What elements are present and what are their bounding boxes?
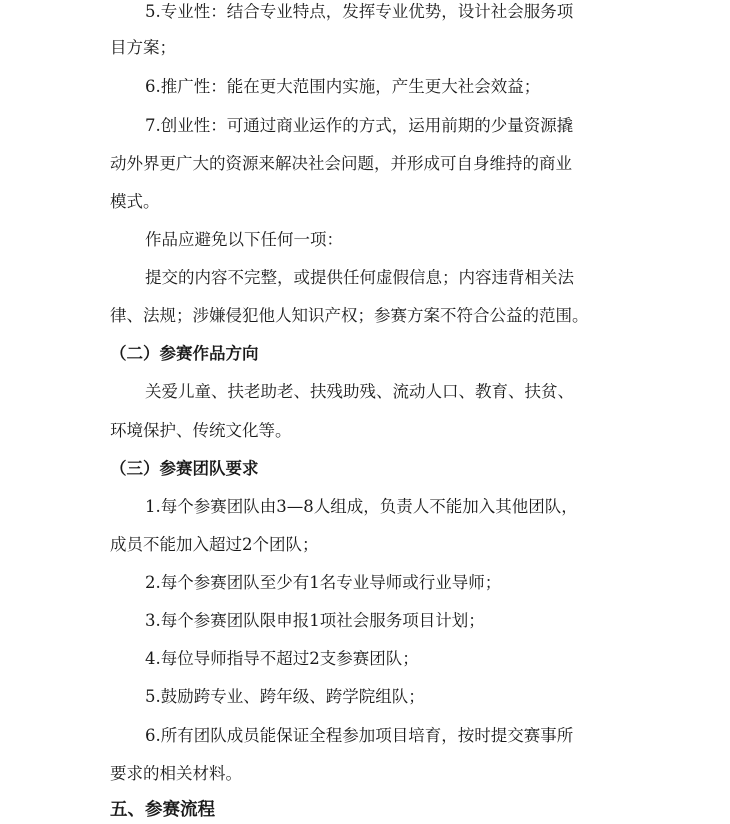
- criterion-7-line-1: 7.创业性：可通过商业运作的方式，运用前期的少量资源撬: [145, 116, 574, 135]
- criterion-6: 6.推广性：能在更大范围内实施，产生更大社会效益；: [145, 77, 541, 96]
- avoid-line-2: 律、法规；涉嫌侵犯他人知识产权；参赛方案不符合公益的范围。: [110, 306, 589, 325]
- criterion-7-line-2: 动外界更广大的资源来解决社会问题，并形成可自身维持的商业: [110, 154, 572, 173]
- section-2-heading: （二）参赛作品方向: [110, 344, 259, 363]
- criterion-5-line-1: 5.专业性：结合专业特点，发挥专业优势，设计社会服务项: [145, 2, 574, 21]
- criterion-7-line-3: 模式。: [110, 192, 160, 211]
- requirement-6-line-2: 要求的相关材料。: [110, 764, 242, 783]
- requirement-3: 3.每个参赛团队限申报1项社会服务项目计划；: [145, 611, 485, 630]
- direction-line-1: 关爱儿童、扶老助老、扶残助残、流动人口、教育、扶贫、: [145, 382, 574, 401]
- requirement-2: 2.每个参赛团队至少有1名专业导师或行业导师；: [145, 573, 502, 592]
- avoid-heading: 作品应避免以下任何一项：: [145, 230, 343, 249]
- direction-line-2: 环境保护、传统文化等。: [110, 421, 292, 440]
- requirement-1-line-2: 成员不能加入超过2个团队；: [110, 535, 319, 554]
- requirement-4: 4.每位导师指导不超过2支参赛团队；: [145, 649, 419, 668]
- requirement-5: 5.鼓励跨专业、跨年级、跨学院组队；: [145, 687, 425, 706]
- section-5-heading: 五、参赛流程: [110, 800, 215, 820]
- criterion-5-line-2: 目方案；: [110, 38, 176, 57]
- section-3-heading: （三）参赛团队要求: [110, 459, 259, 478]
- requirement-1-line-1: 1.每个参赛团队由3—8人组成，负责人不能加入其他团队，: [145, 497, 578, 516]
- avoid-line-1: 提交的内容不完整，或提供任何虚假信息；内容违背相关法: [145, 268, 574, 287]
- requirement-6-line-1: 6.所有团队成员能保证全程参加项目培育，按时提交赛事所: [145, 726, 574, 745]
